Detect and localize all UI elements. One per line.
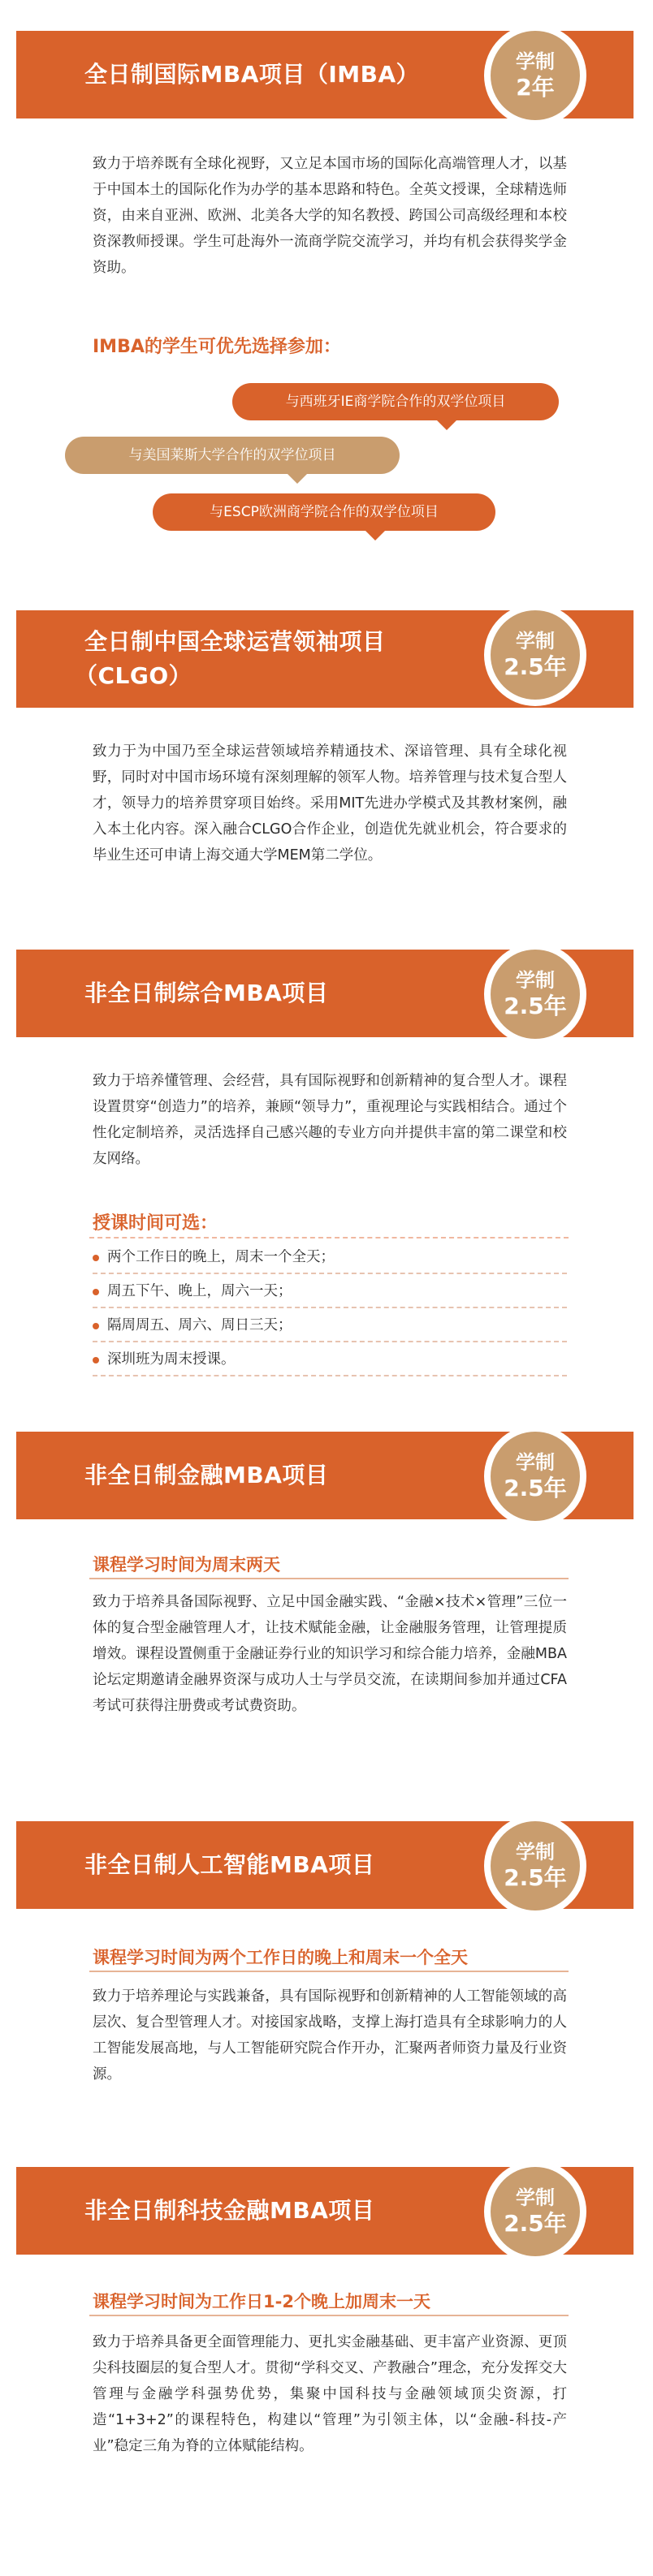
bullet-dot (93, 1323, 99, 1329)
duration-badge (484, 2160, 586, 2263)
duration-badge (484, 1425, 586, 1527)
dual-degree-rice: 与美国莱斯大学合作的双学位项目 (65, 437, 400, 474)
subheading-underline (89, 1578, 569, 1579)
duration-badge (484, 604, 586, 706)
pill-tail (435, 419, 458, 430)
duration-label: 学制 (516, 969, 555, 992)
schedule-text: 隔周周五、周六、周日三天； (107, 1317, 292, 1333)
duration-value: 2.5年 (504, 2210, 567, 2237)
schedule-item (93, 1310, 567, 1342)
pill-tail (364, 529, 387, 541)
bullet-dot (93, 1289, 99, 1295)
section-subheading: 课程学习时间为工作日1-2个晚上加周末一天 (93, 2292, 430, 2311)
schedule-text: 深圳班为周末授课。 (107, 1351, 236, 1368)
program-description: 致力于培养具备国际视野、立足中国金融实践、“金融×技术×管理”三位一体的复合型金融管理人才，让技术赋能金融，让金融服务管理，让管理提质增效。课程设置侧重于金融证券行业的知识学习和综合能力培养，金融MBA论坛定期邀请金融界资深与成功人士与学员交流，在读期间参加并通过CFA考试可获得注册费或考试费资助。 (93, 1594, 567, 1714)
program-title: 非全日制人工智能MBA项目 (84, 1851, 375, 1878)
subheading-divider (89, 1237, 569, 1238)
bullet-dot (93, 1357, 99, 1363)
program-description: 致力于培养理论与实践兼备，具有国际视野和创新精神的人工智能领域的高层次、复合型管理人才。对接国家战略，支撑上海打造具有全球影响力的人工智能发展高地，与人工智能研究院合作开办，汇聚两者师资力量及行业资源。 (93, 1988, 567, 2083)
duration-badge (484, 943, 586, 1045)
schedule-item (93, 1242, 567, 1274)
program-title: 非全日制科技金融MBA项目 (84, 2197, 375, 2224)
dual-degree-ie: 与西班牙IE商学院合作的双学位项目 (232, 383, 559, 420)
subheading-underline (89, 1971, 569, 1972)
duration-value: 2年 (516, 74, 555, 101)
duration-label: 学制 (516, 50, 555, 73)
program-title: 全日制中国全球运营领袖项目 (84, 628, 386, 655)
section-subheading: IMBA的学生可优先选择参加： (93, 337, 341, 357)
section-subheading: 授课时间可选： (93, 1213, 218, 1234)
schedule-item (93, 1276, 567, 1308)
duration-value: 2.5年 (504, 653, 567, 680)
program-title: 非全日制综合MBA项目 (84, 980, 329, 1006)
section-subheading: 课程学习时间为周末两天 (93, 1555, 280, 1574)
program-description: 致力于培养懂管理、会经营，具有国际视野和创新精神的复合型人才。课程设置贯穿“创造力”的培养，兼顾“领导力”，重视理论与实践相结合。通过个性化定制培养，灵活选择自己感兴趣的专业方向并提供丰富的第二课堂和校友网络。 (93, 1073, 567, 1167)
subheading-underline (89, 2315, 569, 2316)
duration-label: 学制 (516, 1841, 555, 1863)
pill-tail (286, 472, 309, 484)
duration-badge (484, 24, 586, 127)
program-description: 致力于培养具备更全面管理能力、更扎实金融基础、更丰富产业资源、更顶尖科技圈层的复合型人才。贯彻“学科交叉、产教融合”理念，充分发挥交大管理与金融学科强势优势，集聚中国科技与金融领域顶尖资源，打造“1+3+2”的课程特色，构建以“管理”为引领主体，以“金融-科技-产业”稳定三角为脊的立体赋能结构。 (93, 2334, 567, 2454)
bullet-dot (93, 1255, 99, 1261)
duration-value: 2.5年 (504, 1475, 567, 1501)
schedule-text: 两个工作日的晚上，周末一个全天； (107, 1249, 335, 1265)
program-title: 全日制国际MBA项目（IMBA） (84, 61, 420, 88)
duration-label: 学制 (516, 630, 555, 653)
duration-label: 学制 (516, 2186, 555, 2209)
duration-value: 2.5年 (504, 993, 567, 1019)
program-description: 致力于培养既有全球化视野，又立足本国市场的国际化高端管理人才，以基于中国本土的国际化作为办学的基本思路和特色。全英文授课，全球精选师资，由来自亚洲、欧洲、北美各大学的知名教授、跨国公司高级经理和本校资深教师授课。学生可赴海外一流商学院交流学习，并均有机会获得奖学金资助。 (93, 156, 567, 276)
duration-value: 2.5年 (504, 1864, 567, 1891)
program-description: 致力于为中国乃至全球运营领域培养精通技术、深谙管理、具有全球化视野，同时对中国市场环境有深刻理解的领军人物。培养管理与技术复合型人才，领导力的培养贯穿项目始终。采用MIT先进办学模式及其教材案例，融入本土化内容。深入融合CLGO合作企业，创造优先就业机会，符合要求的毕业生还可申请上海交通大学MEM第二学位。 (93, 743, 567, 864)
duration-label: 学制 (516, 1451, 555, 1474)
duration-badge (484, 1815, 586, 1917)
section-subheading: 课程学习时间为两个工作日的晚上和周末一个全天 (93, 1948, 468, 1967)
program-title: （CLGO） (75, 662, 192, 689)
program-title: 非全日制金融MBA项目 (84, 1462, 329, 1488)
schedule-item (93, 1344, 567, 1376)
schedule-text: 周五下午、晚上，周六一天； (107, 1283, 292, 1299)
dual-degree-escp: 与ESCP欧洲商学院合作的双学位项目 (153, 493, 495, 531)
